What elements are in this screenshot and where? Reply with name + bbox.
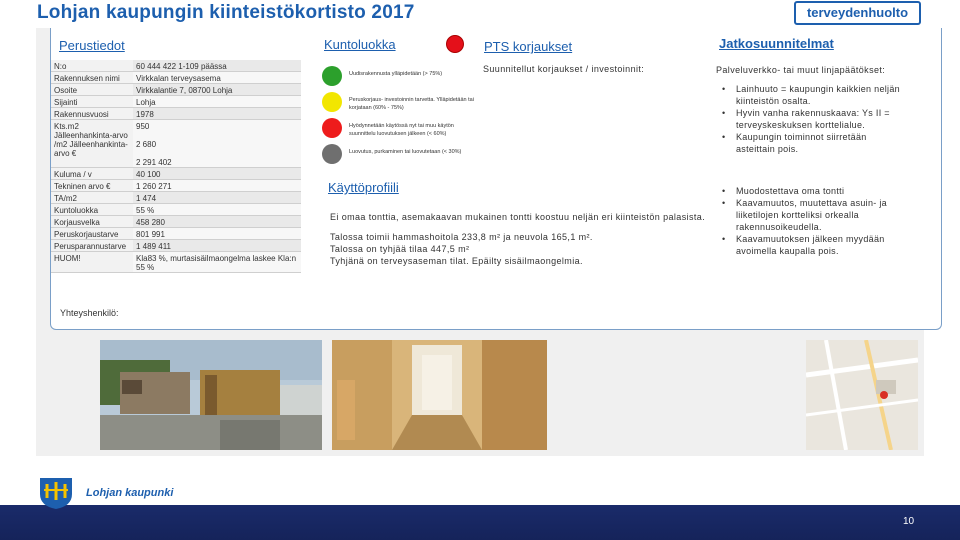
kaytto-line: Tyhjänä on terveysaseman tilat. Epäilty sisäilmaongelmia.: [330, 256, 583, 266]
bullet-text: Muodostettava oma tontti: [736, 186, 845, 196]
gray-dot-icon: [322, 144, 342, 164]
building-exterior-photo: [100, 340, 322, 450]
page-title: Lohjan kaupungin kiinteistökortisto 2017: [37, 2, 415, 23]
bullet-item: [722, 83, 902, 107]
condition-legend-text: Hyödynnetään käytössä nyt tai muu käytön suunnittelu luovutuksen jälkeen (< 60%): [349, 123, 454, 138]
info-row: [51, 96, 301, 108]
bullet-item: [722, 185, 902, 197]
building-corridor-photo: [332, 340, 547, 450]
bullet-icon: •: [722, 198, 726, 208]
page-number: 10: [903, 516, 915, 527]
info-key: TA/m2: [51, 192, 133, 204]
condition-legend-text: Luovutus, purkaminen tai luovutetaan (< 30%): [349, 149, 462, 155]
info-key: Sijainti: [51, 96, 133, 108]
info-row: [51, 240, 301, 252]
info-row: [51, 168, 301, 180]
section-heading-pts: PTS korjaukset: [484, 39, 573, 54]
pts-description: Suunnitellut korjaukset / investoinnit:: [483, 64, 645, 74]
location-map-image: [806, 340, 918, 450]
section-heading-perustiedot: Perustiedot: [59, 38, 125, 53]
bullet-text: Hyvin vanha rakennuskaava: Ys II = terveyskeskuksen korttelialue.: [736, 108, 890, 130]
condition-legend-text: Uudisrakennusta ylläpidetään (> 75%): [349, 71, 443, 77]
bullet-text: Kaavamuutoksen jälkeen myydään avoimella kaupalla pois.: [736, 234, 885, 256]
kaytto-paragraph: Ei omaa tonttia, asemakaavan mukainen tontti koostuu neljän eri kiinteistön palasista.: [330, 212, 706, 222]
bullet-text: Kaupungin toiminnot siirretään asteittain pois.: [736, 132, 867, 154]
info-row: [51, 108, 301, 120]
bullet-item: [722, 131, 902, 155]
contact-label: Yhteyshenkilö:: [60, 308, 119, 318]
condition-legend-text: Peruskorjaus- investoinnin tarvetta. Ylläpidetään tai korjataan (60% - 75%): [349, 97, 474, 112]
info-value: 1 489 411: [133, 240, 301, 252]
info-row: [51, 192, 301, 204]
info-row: [51, 60, 301, 72]
section-heading-kuntoluokka: Kuntoluokka: [324, 37, 396, 52]
info-value: 1 260 271: [133, 180, 301, 192]
info-value: 55 %: [133, 204, 301, 216]
info-row: [51, 228, 301, 240]
info-value: Virkkalantie 7, 08700 Lohja: [133, 84, 301, 96]
green-dot-icon: [322, 66, 342, 86]
info-key: HUOM!: [51, 252, 133, 273]
bullet-icon: •: [722, 84, 726, 94]
info-row: [51, 252, 301, 273]
info-value: Lohja: [133, 96, 301, 108]
lohja-coat-of-arms-icon: [38, 476, 74, 510]
info-row: [51, 72, 301, 84]
jatko-bullet-list: [722, 185, 902, 257]
footer-logo-text: Lohjan kaupunki: [86, 487, 174, 499]
info-key: N:o: [51, 60, 133, 72]
bullet-item: [722, 107, 902, 131]
condition-status-indicator: [446, 35, 464, 53]
info-row: [51, 204, 301, 216]
info-value: 60 444 422 1-109 päässa: [133, 60, 301, 72]
jatko-intro: Palveluverkko- tai muut linjapäätökset:: [716, 65, 886, 75]
info-key: Kuntoluokka: [51, 204, 133, 216]
info-value: 1 474: [133, 192, 301, 204]
info-key: Rakennuksen nimi: [51, 72, 133, 84]
info-value: 801 991: [133, 228, 301, 240]
info-value: Kla83 %, murtasisäilmaongelma laskee Kla:n 55 %: [133, 252, 301, 273]
info-key: Kuluma / v: [51, 168, 133, 180]
info-key: Peruskorjaustarve: [51, 228, 133, 240]
section-heading-jatkosuunnitelmat: Jatkosuunnitelmat: [719, 36, 834, 51]
bullet-text: Kaavamuutos, muutettava asuin- ja liiketilojen kortteliksi orkealla rakennusoikeudella.: [736, 198, 887, 232]
bullet-icon: •: [722, 186, 726, 196]
info-value: 40 100: [133, 168, 301, 180]
yellow-dot-icon: [322, 92, 342, 112]
bullet-text: Lainhuuto = kaupungin kaikkien neljän kiinteistön osalta.: [736, 84, 900, 106]
info-key: Kts.m2 Jälleenhankinta-arvo /m2 Jälleenhankinta-arvo €: [51, 120, 133, 168]
bullet-item: [722, 197, 902, 233]
info-key: Perusparannustarve: [51, 240, 133, 252]
info-key: Korjausvelka: [51, 216, 133, 228]
info-row: [51, 84, 301, 96]
kayttoprofiili-text: [330, 211, 705, 267]
info-value: 950 2 680 2 291 402: [133, 120, 301, 168]
kaytto-line: Talossa toimii hammashoitola 233,8 m² ja neuvola 165,1 m².: [330, 232, 593, 242]
info-row: [51, 180, 301, 192]
red-dot-icon: [322, 118, 342, 138]
info-row: [51, 216, 301, 228]
info-value: 1978: [133, 108, 301, 120]
info-value: 458 280: [133, 216, 301, 228]
kaytto-line: Talossa on tyhjää tilaa 447,5 m²: [330, 244, 470, 254]
jatko-bullet-list: [722, 83, 902, 155]
info-row: [51, 120, 301, 168]
basic-info-table: [51, 60, 301, 273]
footer-bar: [0, 470, 960, 540]
bullet-item: [722, 233, 902, 257]
bullet-icon: •: [722, 108, 726, 118]
info-key: Osoite: [51, 84, 133, 96]
bullet-icon: •: [722, 234, 726, 244]
info-value: Virkkalan terveysasema: [133, 72, 301, 84]
info-key: Rakennusvuosi: [51, 108, 133, 120]
section-heading-kayttoprofiili: Käyttöprofiili: [328, 180, 399, 195]
bullet-icon: •: [722, 132, 726, 142]
info-key: Tekninen arvo €: [51, 180, 133, 192]
category-tag: terveydenhuolto: [794, 1, 921, 25]
